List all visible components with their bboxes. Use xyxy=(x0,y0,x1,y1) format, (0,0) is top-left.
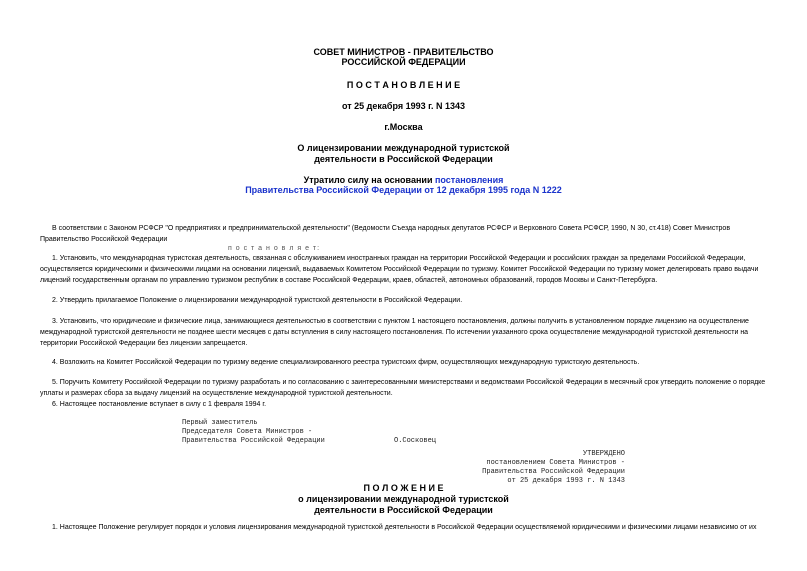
paragraph-6 xyxy=(40,399,770,410)
doc-date-number: от 25 декабря 1993 г. N 1343 xyxy=(341,101,465,111)
doc-title-line1: О лицензировании международной туристской xyxy=(297,143,510,153)
paragraph-2 xyxy=(40,295,770,306)
paragraph-6-text: 6. Настоящее постановление вступает в силу с 1 февраля 1994 г. xyxy=(52,401,267,408)
signature-line2: Председателя Совета Министров - xyxy=(182,428,313,436)
regulation-title-line1: о лицензировании международной туристской xyxy=(298,494,509,504)
preamble-paragraph xyxy=(40,223,770,245)
paragraph-4 xyxy=(40,357,770,368)
approved-line4: от 25 декабря 1993 г. N 1343 xyxy=(507,477,625,485)
regulation-paragraph-1-text: 1. Настоящее Положение регулирует порядок и условия лицензирования международной туристской деятельности в Российской Федерации осуществляемой юридическими и физическими лицами независимо от их xyxy=(52,524,757,531)
signature-line1: Первый заместитель xyxy=(182,419,258,427)
org-name-line1: СОВЕТ МИНИСТРОВ - ПРАВИТЕЛЬСТВО xyxy=(313,47,494,57)
signature-line3: Правительства Российской Федерации xyxy=(182,437,325,445)
paragraph-1-text: 1. Установить, что международная туристская деятельность, связанная с обслуживанием иностранных граждан на территории Российской Федерации и российских граждан за пределами Российской Федерации, осуществляется юридическими и физическими лицами на основании лицензий, выдаваемых Комитетом Российской Федерации по туризму. Комитет Российской Федерации по туризму может делегировать право выдачи лицензий государственным органам по управлению туризмом республик в составе Российской Федерации, краев, областей, автономных образований, городов Москвы и Санкт-Петербурга. xyxy=(40,255,759,284)
paragraph-2-text: 2. Утвердить прилагаемое Положение о лицензировании международной туристской деятельности в Российской Федерации. xyxy=(52,297,463,304)
org-name-line2: РОССИЙСКОЙ ФЕДЕРАЦИИ xyxy=(341,57,466,67)
regulation-title-line2: деятельности в Российской Федерации xyxy=(314,505,493,515)
paragraph-3-text: 3. Установить, что юридические и физические лица, занимающиеся деятельностью в соответствии с пунктом 1 настоящего постановления, должны получить в установленном порядке лицензию на осуществление международной туристской деятельности не позднее шести месяцев с даты вступления в силу настоящего постановления. По истечении указанного срока осуществление международной туристской деятельности на территории Российской Федерации без лицензии запрещается. xyxy=(40,318,749,347)
approved-line3: Правительства Российской Федерации xyxy=(482,468,625,476)
paragraph-5 xyxy=(40,377,770,399)
regulation-paragraph-1 xyxy=(40,522,770,533)
repeal-link[interactable]: постановления xyxy=(434,175,504,185)
paragraph-5-text: 5. Поручить Комитету Российской Федерации по туризму разработать и по согласованию с заинтересованными министерствами и ведомствами Российской Федерации в месячный срок утвердить положение о порядке уплаты и размерах сбора за выдачу лицензий на осуществление международной туристской деятельности. xyxy=(40,379,766,397)
doc-title-line2: деятельности в Российской Федерации xyxy=(314,154,493,164)
paragraph-1 xyxy=(40,253,770,286)
doc-city: г.Москва xyxy=(384,122,423,132)
signature-name: О.Сосковец xyxy=(394,437,437,445)
repeal-text: Утратило силу на основании xyxy=(303,175,435,185)
paragraph-3 xyxy=(40,316,770,349)
preamble-text: В соответствии с Законом РСФСР "О предприятиях и предпринимательской деятельности" (Ведомости Съезда народных депутатов РСФСР и Верховного Совета РСФСР, 1990, N 30, ст.418) Совет Министров Правительство Российской Федерации xyxy=(40,225,731,243)
doc-type-heading: П О С Т А Н О В Л Е Н И Е xyxy=(346,80,461,90)
regulation-heading: П О Л О Ж Е Н И Е xyxy=(363,483,444,493)
approved-line2: постановлением Совета Министров - xyxy=(486,459,625,467)
approved-line1: УТВЕРЖДЕНО xyxy=(582,450,625,458)
paragraph-4-text: 4. Возложить на Комитет Российской Федерации по туризму ведение специализированного реестра туристских фирм, осуществляющих международную туристскую деятельность. xyxy=(52,359,640,366)
repeal-link-line2[interactable]: Правительства Российской Федерации от 12 декабря 1995 года N 1222 xyxy=(245,185,562,195)
decree-word: п о с т а н о в л я е т: xyxy=(228,245,321,252)
